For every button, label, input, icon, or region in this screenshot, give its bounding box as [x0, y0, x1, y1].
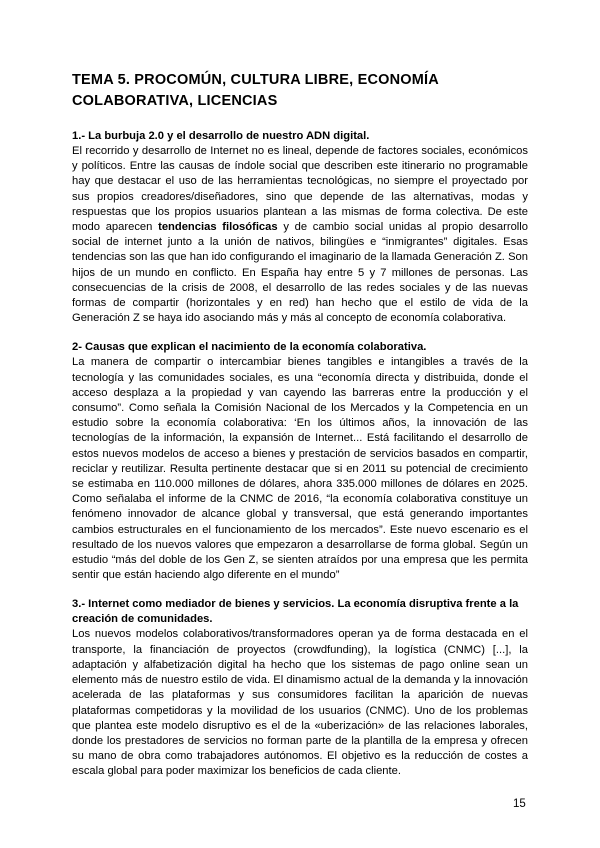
section-heading-3: 3.- Internet como mediador de bienes y servicios. La economía disruptiva frente a la creación de comunidades. [72, 598, 519, 626]
section-body-1-part-1: El recorrido y desarrollo de Internet no es lineal, depende de factores sociales, económicos y políticos. Entre las causas de índole social que describen este itinerario no programable hay que destacar el uso de las herramientas tecnológicas, no siempre el proyectado por sus propios creadores/diseñadores, sino que depende de las alternativas, modas y respuestas que los propios usuarios plantean a las mismas de forma colectiva. De este modo aparecen [72, 145, 528, 234]
document-page [72, 70, 528, 794]
section-body-1 [72, 144, 528, 326]
section-heading-2: 2- Causas que explican el nacimiento de la economía colaborativa. [72, 341, 427, 354]
page-number: 15 [513, 798, 526, 810]
emphasis-tendencias: tendencias filosóficas [158, 221, 278, 234]
section-body-3: Los nuevos modelos colaborativos/transformadores operan ya de forma destacada en el transporte, la financiación de proyectos (crowdfunding), la logística (CNMC) [...], la adaptación y alfabetización digital ha hecho que los sistemas de pago online sean un elemento más de nuestro estilo de vida. El dinamismo actual de la demanda y la innovación acelerada de las plataformas y sus consumidores facilitan la aparición de nuevas plataformas competidoras y la movilidad de los usuarios (CNMC). Uno de los problemas que plantea este modelo disruptivo es el de la «uberización» de las relaciones laborales, donde los prestadores de servicios no forman parte de la plantilla de la empresa y ofrecen su mano de obra como trabajadores autónomos. El objetivo es la reducción de costes a escala global para poder maximizar los beneficios de cada cliente. [72, 628, 528, 778]
section-heading-1: 1.- La burbuja 2.0 y el desarrollo de nuestro ADN digital. [72, 130, 370, 142]
section-body-2: La manera de compartir o intercambiar bienes tangibles e intangibles a través de la tecnología y las comunidades sociales, es una “economía directa y distribuida, donde el acceso desplaza a la propiedad y van cayendo las barreras entre la producción y el consumo”. Como señala la Comisión Nacional de los Mercados y la Competencia en un estudio sobre la economía colaborativa: ‘En los últimos años, la innovación de las tecnologías de la información, la expansión de Internet... Está facilitando el desarrollo de estos nuevos modelos de acceso a bienes y prestación de servicios basados en compartir, reciclar y reutilizar. Resulta pertinente destacar que si en 2011 su potencial de crecimiento se estimaba en 110.000 millones de dólares, ahora 335.000 millones de dólares en 2025. Como señalaba el informe de la CNMC de 2016, “la economía colaborativa constituye un fenómeno innovador de alcance global y transversal, que está generando importantes cambios estructurales en el funcionamiento de los mercados”. Este nuevo escenario es el resultado de los nuevos valores que empezaron a desarrollarse de forma global. Según un estudio “más del doble de los Gen Z, se sienten atraídos por una empresa que les permita sentir que están haciendo algo diferente en el mundo” [72, 356, 528, 582]
page-title: TEMA 5. PROCOMÚN, CULTURA LIBRE, ECONOMÍA COLABORATIVA, LICENCIAS [72, 72, 439, 109]
section-body-1-part-2: y de cambio social unidas al propio desarrollo social de internet junto a la unión de nativos, bilingües e “inmigrantes” digitales. Esas tendencias son las que han ido configurando el imaginario de la llamada Generación Z. Son hijos de un mundo en conflicto. En España hay entre 5 y 7 millones de personas. Las consecuencias de la crisis de 2008, el desarrollo de las redes sociales y de las nuevas formas de compartir (horizontales y en red) han hecho que el estilo de vida de la Generación Z se haya ido asociando más y más al concepto de economía colaborativa. [72, 221, 528, 325]
